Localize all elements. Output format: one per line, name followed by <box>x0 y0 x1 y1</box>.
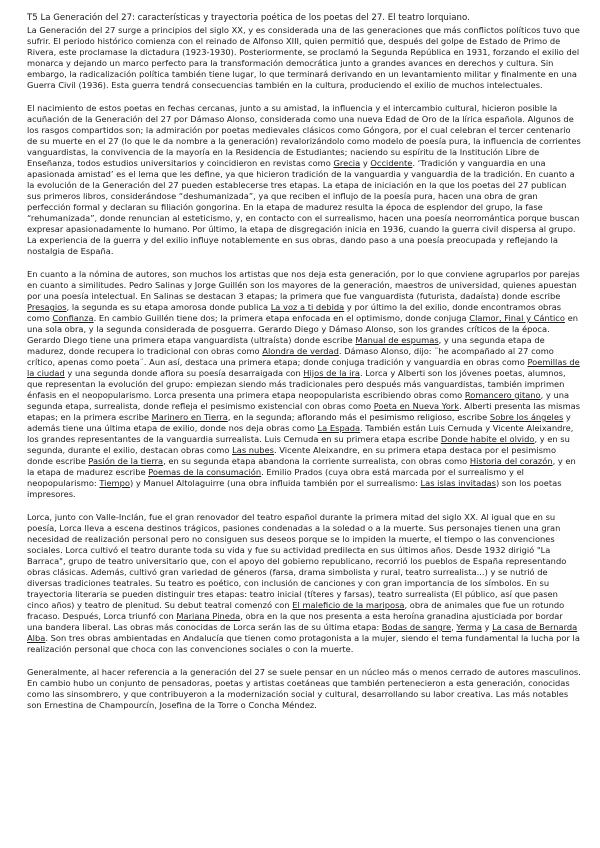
text-run: . En cambio Guillén tiene dos; la primera etapa enfocada en el optimismo, donde conjuga <box>93 313 470 323</box>
work-title: Poeta en Nueva York <box>373 401 460 411</box>
work-title: Alondra de verdad <box>262 346 339 356</box>
work-title: Historia del corazón <box>469 456 553 466</box>
text-run: y una segunda donde aflora su poesía desarraigada con <box>64 368 304 378</box>
text-run: , y una segunda etapa de madurez, donde recupera lo tradicional con obras como <box>27 335 545 356</box>
document-title: T5 La Generación del 27: características y trayectoria poética de los poetas del 27. El teatro lorquiano. <box>27 13 470 23</box>
work-title: Occidente <box>370 158 413 168</box>
text-run: . Emilio Prados (cuya obra está marcada por el surrealismo y el neopopularismo: <box>27 467 524 488</box>
work-title: Romancero gitano <box>464 390 541 400</box>
text-run: En cuanto a la nómina de autores, son muchos los artistas que nos deja esta generación, por lo que conviene agruparlos por parejas en cuanto a similitudes. Pedro Salinas y Jorge Guillén son los mayores de la generación, maestros de universidad, quienes apuestan por una poesía intelectual. En Salinas se destacan 3 etapas; la primera que fue vanguardista (futurista, dadaísta) donde escribe <box>27 269 580 301</box>
paragraph <box>27 667 581 711</box>
text-run: y <box>360 158 371 168</box>
paragraph <box>27 25 581 91</box>
work-title: Tiempo <box>99 478 130 488</box>
work-title: Confianza <box>52 313 94 323</box>
text-run: . También están Luis Cernuda y Vicente Aleixandre, los grandes representantes de la vanguardia surrealista. Luis Cernuda en su primera etapa escribe <box>27 423 574 444</box>
text-run: . Son tres obras ambientadas en Andalucía que tienen como protagonista a la mujer, siendo el tema fundamental la lucha por la realización personal que choca con las convenciones sociales o con la muerte. <box>27 633 580 654</box>
text-run: . Alberti presenta las mismas etapas; en la primera escribe <box>27 401 581 422</box>
paragraph <box>27 103 581 257</box>
text-run: Generalmente, al hacer referencia a la generación del 27 se suele pensar en un núcleo más o menos cerrado de autores masculinos. En cambio hubo un conjunto de pensadoras, poetas y artistas coetáneas que también pertenecieron a esta generación, conocidas como las sinsombrero, y que contribuyeron a la modernización social y cultural, desarrollando su labor creativa. Las más notables son Ernestina de Champourcín, Josefina de la Torre o Concha Méndez. <box>27 667 581 710</box>
work-title: Las nubes <box>232 445 274 455</box>
text-run: , y una segunda etapa, surrealista, donde refleja el pesimismo existencial con obras como <box>27 390 570 411</box>
work-title: La Espada <box>317 423 361 433</box>
text-run: . Dámaso Alonso, dijo: ¨he acompañado al 27 como crítico, apenas como poeta¨. Aun así, destaca una primera etapa; donde conjuga tradición y vanguardia en obras como <box>27 346 554 367</box>
work-title: Bodas de sangre <box>381 622 452 632</box>
work-title: Clamor, Final y Cántico <box>469 313 565 323</box>
work-title: Pasión de la tierra <box>88 456 164 466</box>
text-run: , la segunda es su etapa amorosa donde publica <box>66 302 271 312</box>
work-title: Mariana Pineda <box>176 611 241 621</box>
work-title: Donde habite el olvido <box>440 434 535 444</box>
work-title: La casa de Bernarda Alba <box>27 622 578 643</box>
paragraph <box>27 512 581 655</box>
text-run: y <box>481 622 493 632</box>
work-title: Grecia <box>333 158 361 168</box>
text-run: ) y Manuel Altolaguirre (una obra influida también por el surrealismo: <box>129 478 421 488</box>
text-run: , obra en la que nos presenta a esta heroína granadina ajusticiada por bordar una bandera liberal. Las obras más conocidas de Lorca serán las de su última etapa: <box>27 611 563 632</box>
work-title: Las islas invitadas <box>420 478 496 488</box>
text-run: La Generación del 27 surge a principios del siglo XX, y es considerada una de las generaciones que más conflictos políticos tuvo que sufrir. El periodo histórico comienza con el reinado de Alfonso XIII, quien permitió que, después del golpe de Estado de Primo de Rivera, este proclamase la dictadura (1923-1930). Posteriormente, se proclamó la Segunda República en 1931, forzando el exilio del monarca y dejando un marco perfecto para la transformación democrática junto a grandes avances en derechos y cultura. Sin embargo, la radicalización política también tiene lugar, lo que terminará derivando en un levantamiento militar y finalmente en una Guerra Civil (1936). Esta guerra tendrá consecuencias también en la cultura, produciendo el exilio de muchos intelectuales. <box>27 25 580 90</box>
work-title: Hijos de la ira <box>303 368 360 378</box>
work-title: Sobre los ángeles <box>489 412 564 422</box>
work-title: El maleficio de la mariposa <box>292 600 405 610</box>
document-body <box>27 25 581 711</box>
text-run: Lorca, junto con Valle-Inclán, fue el gran renovador del teatro español durante la primera mitad del siglo XX. Al igual que en su poesía, Lorca lleva a escena destinos trágicos, pasiones condenadas a la soledad o a la muerte. Sus personajes tienen una gran necesidad de realización personal pero no consiguen sus deseos porque se lo impiden la muerte, el tiempo o las convenciones sociales. Lorca cultivó el teatro durante toda su vida y fue su actividad predilecta en sus últimos años. Desde 1932 dirigió "La Barraca", grupo de teatro universitario que, con el apoyo del gobierno republicano, recorrió los pueblos de España representando obras clásicas. Además, cultivó gran variedad de géneros (farsa, drama simbolista y rural, teatro surrealista...) y se nutrió de diversas tradiciones teatrales. Su teatro es poético, con inclusión de canciones y con gran importancia de los símbolos. En su trayectoria literaria se pueden distinguir tres etapas: teatro inicial (títeres y farsas), teatro surrealista (El público, así que pasen cinco años) y teatro de plenitud. Su debut teatral comenzó con <box>27 512 567 610</box>
text-run: , y en su segunda, durante el exilio, destacan obras como <box>27 434 570 455</box>
text-run: , en su segunda etapa abandona la corriente surrealista, con obras como <box>163 456 470 466</box>
text-run: . Lorca y Alberti son los jóvenes poetas, alumnos, que representan la evolución del grupo: empiezan siendo más tradicionales pero después más vanguardistas, también imprimen énfasis en el neopopularismo. Lorca presenta una primera etapa neopopularista escribiendo obras como <box>27 368 566 400</box>
work-title: Yerma <box>456 622 482 632</box>
work-title: Poemillas de la ciudad <box>27 357 580 378</box>
work-title: Manual de espumas <box>355 335 439 345</box>
work-title: Marinero en Tierra <box>151 412 228 422</box>
work-title: La voz a ti debida <box>270 302 345 312</box>
text-run: . ‘Tradición y vanguardia en una apasionada amistad’ es el lema que les define, ya que hicieron tradición de la vanguardia y vanguardia de la tradición. En cuanto a la evolución de la Generación del 27 pueden establecerse tres etapas. La etapa de iniciación en la que los poetas del 27 publican sus primeros libros, considerándose “deshumanizada”, ya que reciben el influjo de la poesía pura, hacen una obra de gran perfección formal y declaran su filiación gongorina. En la etapa de madurez resulta la época de esplendor del grupo, la fase “rehumanizada”, donde renuncian al esteticismo, y, en contacto con el surrealismo, hacen una poesía neorromántica porque buscan expresar apasionadamente lo humano. Por último, la etapa de disgregación inicia en 1936, cuando la guerra civil dispersa al grupo. La experiencia de la guerra y del exilio influye notablemente en sus obras, dando paso a una poesía preocupada y reflejando la nostalgia de España. <box>27 158 580 256</box>
work-title: Poemas de la consumación <box>148 467 262 477</box>
text-run: en una sola obra, y la segunda considerada de posguerra. Gerardo Diego y Dámaso Alonso, son los grandes críticos de la época. Gerardo Diego tiene una primera etapa vanguardista (ultraísta) donde escribe <box>27 313 578 345</box>
paragraph <box>27 269 581 500</box>
text-run: . Vicente Aleixandre, en su primera etapa destaca por el pesimismo donde escribe <box>27 445 557 466</box>
text-run: , y en la etapa de madurez escribe <box>27 456 576 477</box>
work-title: Presagios <box>27 302 67 312</box>
text-run: , <box>451 622 457 632</box>
text-run: , en la segunda; aflorando más el pesimismo religioso, escribe <box>227 412 490 422</box>
text-run: , obra de animales que fue un rotundo fracaso. Después, Lorca triunfó con <box>27 600 565 621</box>
text-run: El nacimiento de estos poetas en fechas cercanas, junto a su amistad, la influencia y el intercambio cultural, hicieron posible la acuñación de la Generación del 27 por Dámaso Alonso, considerada como una nueva Edad de Oro de la lírica española. Algunos de los rasgos compartidos son; la admiración por poetas medievales clásicos como Góngora, por el cual celebran el tercer centenario de su muerte en el 27 (lo que le da nombre a la generación) revalorizándolo como modelo de poesía pura, la influencia de corrientes vanguardistas, la convivencia de la mayoría en la Residencia de Estudiantes; naciendo su espíritu de la Institución Libre de Enseñanza, todos estudios universitarios y coincidieron en revistas como <box>27 103 581 168</box>
text-run: y además tiene una última etapa de exilio, donde nos deja obras como <box>27 412 571 433</box>
text-run: ) son los poetas impresores. <box>27 478 562 499</box>
text-run: y por último la del exilio, donde encontramos obras como <box>27 302 562 323</box>
